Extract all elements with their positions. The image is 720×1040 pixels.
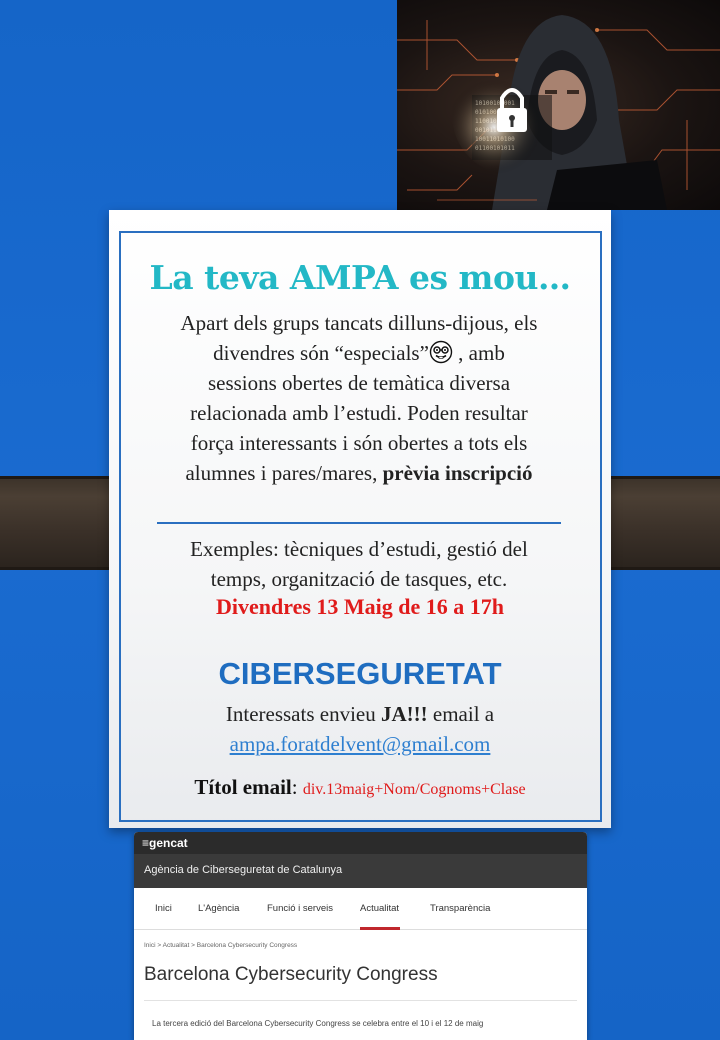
subject-value: div.13maig+Nom/Cognoms+Clase — [302, 781, 526, 798]
examples-paragraph — [139, 534, 579, 594]
intro-line-1: Apart dels grups tancats dilluns-dijous, els — [180, 311, 538, 335]
interest-pre: Interessats envieu — [225, 702, 381, 726]
nav-active-indicator — [360, 927, 400, 930]
agency-name[interactable]: Agència de Ciberseguretat de Catalunya — [144, 864, 343, 876]
email-subject-line — [109, 775, 611, 800]
gencat-top-bar — [134, 832, 587, 854]
examples-line-2: temps, organització de tasques, etc. — [210, 567, 508, 591]
gencat-logo[interactable]: ≡gencat — [142, 836, 188, 850]
email-link[interactable]: ampa.foratdelvent@gmail.com — [229, 732, 491, 756]
subject-separator: : — [291, 775, 303, 799]
nav-item-funcio[interactable]: Funció i serveis — [267, 903, 333, 914]
nav-item-actualitat[interactable]: Actualitat — [360, 903, 400, 914]
agency-bar — [134, 854, 587, 888]
intro-line-2b: , amb — [452, 341, 505, 365]
website-nav — [134, 888, 587, 930]
nav-item-agencia[interactable]: L'Agència — [198, 903, 240, 914]
subject-label: Títol email — [194, 775, 292, 799]
breadcrumb[interactable]: Inici > Actualitat > Barcelona Cybersecurity Congress — [144, 942, 298, 949]
intro-line-2a: divendres són “especials” — [213, 341, 429, 365]
intro-line-6a: alumnes i pares/mares, — [185, 461, 383, 485]
email-line — [109, 732, 611, 757]
intro-line-5: força interessants i són obertes a tots els — [190, 431, 528, 455]
hacker-image — [397, 0, 720, 210]
intro-paragraph — [139, 308, 579, 488]
interest-post: email a — [427, 702, 495, 726]
flyer-card — [109, 210, 611, 828]
page-title: Barcelona Cybersecurity Congress — [144, 964, 438, 985]
interest-bold: JA!!! — [381, 702, 428, 726]
event-date: Divendres 13 Maig de 16 a 17h — [215, 594, 505, 619]
nav-item-inici[interactable]: Inici — [155, 903, 172, 914]
interest-line — [109, 702, 611, 727]
intro-line-3: sessions obertes de temàtica diversa — [207, 371, 511, 395]
topic-title: CIBERSEGURETAT — [218, 656, 502, 691]
intro-line-6b: prèvia inscripció — [382, 461, 533, 485]
examples-line-1: Exemples: tècniques d’estudi, gestió del — [190, 537, 528, 561]
headline: La teva AMPA es mou… — [149, 258, 571, 297]
article-body: La tercera edició del Barcelona Cybersecurity Congress se celebra entre el 10 i el 12 de maig — [152, 1019, 484, 1028]
title-divider — [144, 1000, 577, 1001]
nav-item-transparencia[interactable]: Transparència — [430, 903, 491, 914]
nerd-glasses-emoji-icon — [429, 340, 453, 364]
gencat-website-screenshot — [134, 832, 587, 1040]
section-divider — [157, 522, 561, 524]
intro-line-4: relacionada amb l’estudi. Poden resultar — [190, 401, 528, 425]
